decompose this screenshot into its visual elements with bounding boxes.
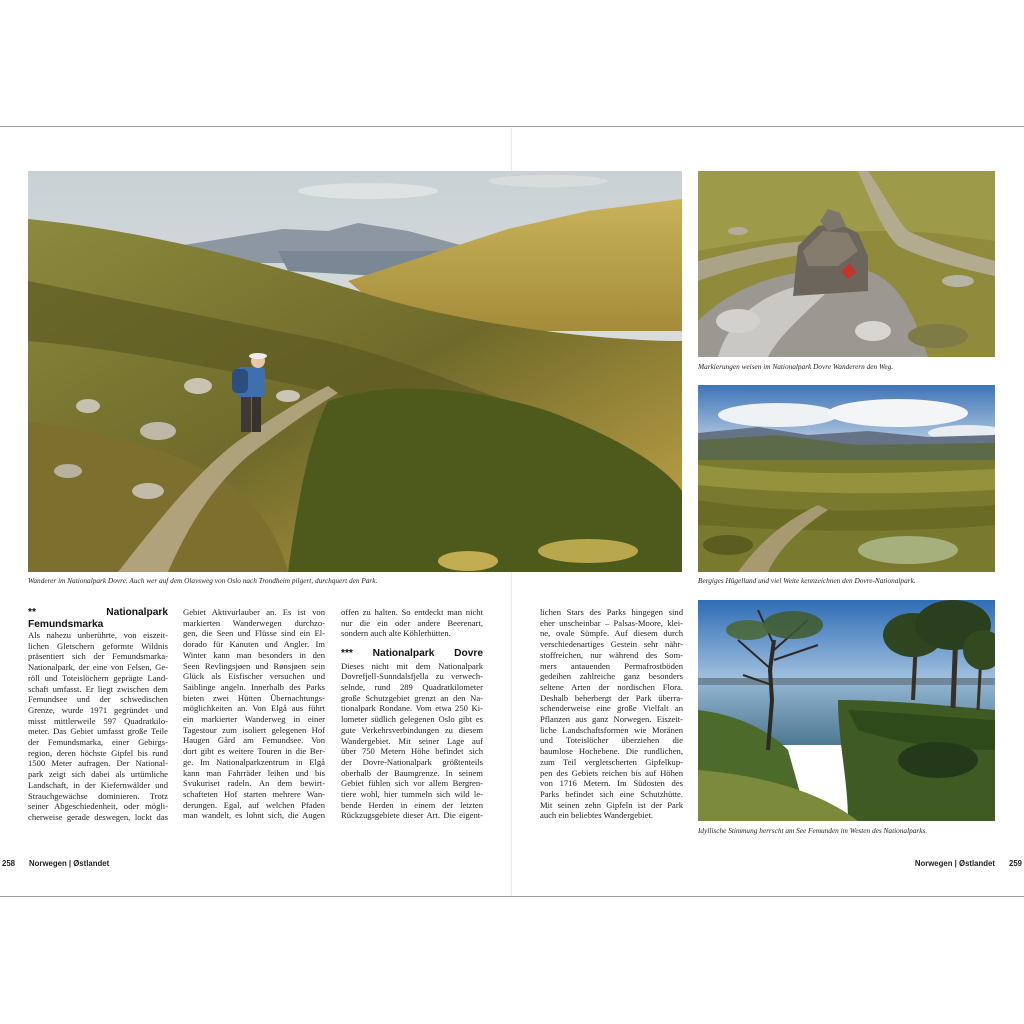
text-line: zum Teil vergletscherten Gipfelkup- bbox=[540, 756, 683, 767]
text-line: möglichkeiten an. Von Elgå aus führt bbox=[183, 703, 325, 714]
text-line: auch ein beliebtes Wandergebiet. bbox=[540, 810, 654, 821]
photo-lake-femunden bbox=[698, 600, 995, 821]
photo-cairn-trail-marker bbox=[698, 171, 995, 357]
text-line: Wandergebiet. Mit seiner Lage auf bbox=[341, 735, 483, 746]
top-rule bbox=[0, 126, 1024, 127]
paragraph-dovre-part2 bbox=[540, 607, 683, 821]
text-line: Gebiet Aktivurlauber an. Es ist von bbox=[183, 607, 325, 617]
paragraph-femundsmarka-part3 bbox=[341, 607, 483, 639]
text-line: der Dovre-Nationalpark größtenteils bbox=[341, 756, 483, 767]
text-line: Pflanzen aus ganz Norwegen. Eiszeit- bbox=[540, 714, 683, 725]
paragraph-femundsmarka-part1 bbox=[28, 630, 168, 823]
text-line: gen, die Seen und Flüsse sind ein El- bbox=[183, 628, 325, 639]
text-line: Gebiet fühlen sich vor allem Bergren- bbox=[341, 778, 483, 789]
running-footer-right: Norwegen | Østlandet bbox=[914, 859, 995, 868]
heading-dovre: *** Nationalpark Dovre bbox=[341, 648, 483, 660]
text-line: oberhalb der Baumgrenze. In seinem bbox=[341, 767, 483, 778]
text-line: dorado für Kanuten und Angler. Im bbox=[183, 639, 325, 650]
text-line: offen zu halten. So entdeckt man nicht bbox=[341, 607, 483, 617]
text-line: misst mittlerweile 597 Quadratkilo- bbox=[28, 715, 168, 726]
text-line: bieten zwei Hütten Übernachtungs- bbox=[183, 692, 325, 703]
text-line: lichen Gletschern geformte Wildnis bbox=[28, 640, 168, 651]
text-line: ne, ovale Sümpfe. Auf diesem durch bbox=[540, 628, 683, 639]
main-photo-caption: Wanderer im Nationalpark Dovre. Auch wer auf dem Olavsweg von Oslo nach Trondheim pilgert, durchquert den Park. bbox=[28, 576, 378, 585]
text-line: Rückzugsgebiete dieser Art. Die eigent- bbox=[341, 810, 483, 821]
text-line: lometer südlich gelegenen Oslo gibt es bbox=[341, 714, 483, 725]
text-line: Als nahezu unberührte, von eiszeit- bbox=[28, 630, 168, 640]
text-line: Haugen Gård am Femundsee. Von bbox=[183, 735, 325, 746]
text-line: 1500 Meter aufragen. Der National- bbox=[28, 758, 168, 769]
text-line: Glück als Eisfischer versuchen und bbox=[183, 671, 325, 682]
text-line: Saiblinge angeln. Innerhalb des Parks bbox=[183, 681, 325, 692]
text-line: region, deren höchste Gipfel bis rund bbox=[28, 747, 168, 758]
heading-femundsmarka: ** Nationalpark Femundsmarka bbox=[28, 607, 168, 630]
text-line: über 750 Metern Höhe befindet sich bbox=[341, 746, 483, 757]
text-line: Deshalb beherbergt der Park überra- bbox=[540, 692, 683, 703]
text-line: Femundsee und der schwedischen bbox=[28, 694, 168, 705]
text-line: Grenze, wurde 1971 gegründet und bbox=[28, 704, 168, 715]
text-line: Nationalpark, der eine von Felsen, Ge- bbox=[28, 662, 168, 673]
text-line: gedeihen zahlreiche ganz besonders bbox=[540, 671, 683, 682]
text-line: dort gibt es weitere Touren in die Ber- bbox=[183, 746, 325, 757]
text-line: ge. Im Nationalparkzentrum in Elgå bbox=[183, 756, 325, 767]
text-line: sondern auch alte Köhlerhütten. bbox=[341, 628, 451, 639]
text-line: und Toteislöcher überziehen die bbox=[540, 735, 683, 746]
text-line: derungen. Egal, auf welchen Pfaden bbox=[183, 799, 325, 810]
text-line: verschiedenartiges Gestein sehr nähr- bbox=[540, 639, 683, 650]
caption-cairn: Markierungen weisen im Nationalpark Dovre Wanderern den Weg. bbox=[698, 362, 894, 371]
running-footer-left: Norwegen | Østlandet bbox=[29, 859, 110, 868]
text-line: präsentiert sich der Femundsmarka- bbox=[28, 651, 168, 662]
text-line: markierten Wanderwegen durchzo- bbox=[183, 617, 325, 628]
footer-right bbox=[915, 859, 1022, 868]
text-line: mers antauenden Permafrostböden bbox=[540, 660, 683, 671]
text-line: baumlose Hochebene. Die rundlichen, bbox=[540, 746, 683, 757]
text-line: Mit seinen zehn Gipfeln ist der Park bbox=[540, 799, 683, 810]
text-line: eher unscheinbar – Palsas-Moore, klei- bbox=[540, 617, 683, 628]
text-line: große Schutzgebiet grenzt an den Na- bbox=[341, 692, 483, 703]
text-line: cherweise gerade deswegen, lockt das bbox=[28, 811, 168, 822]
text-line: tiere wohl, hier tummeln sich wild le- bbox=[341, 789, 483, 800]
text-line: Seen Revlingsjøen und Rønsjøen sein bbox=[183, 660, 325, 671]
text-line: Dovrefjell-Sunndalsfjella zu verwech- bbox=[341, 671, 483, 682]
text-line: schenderweise eine große Vielfalt an bbox=[540, 703, 683, 714]
page-number-left: 258 bbox=[2, 859, 16, 868]
text-column-1 bbox=[28, 607, 168, 823]
text-line: der Femundsmarka, einer Gebirgs- bbox=[28, 737, 168, 748]
text-line: von 1716 Metern. Im Südosten des bbox=[540, 778, 683, 789]
text-line: röll und Toteislöchern geprägte Land- bbox=[28, 672, 168, 683]
text-line: kann man Fahrräder leihen und bis bbox=[183, 767, 325, 778]
text-line: Dieses nicht mit dem Nationalpark bbox=[341, 660, 483, 671]
text-column-2 bbox=[183, 607, 325, 821]
text-line: Parks befindet sich eine Schutzhütte. bbox=[540, 788, 683, 799]
text-line: bende Herden in einem der letzten bbox=[341, 799, 483, 810]
text-line: ein markierter Wanderweg in einer bbox=[183, 714, 325, 725]
footer-left bbox=[0, 859, 109, 868]
bottom-rule bbox=[0, 896, 1024, 897]
text-column-4 bbox=[540, 607, 683, 821]
page-number-right: 259 bbox=[1008, 859, 1022, 868]
photo-hilly-landscape bbox=[698, 385, 995, 572]
caption-lake: Idyllische Stimmung herrscht am See Femunden im Westen des Nationalparks. bbox=[698, 826, 928, 835]
text-line: schafteten Hof starten mehrere Wan- bbox=[183, 788, 325, 799]
text-line: meter. Das Gebiet umfasst große Teile bbox=[28, 726, 168, 737]
text-line: tionalpark Rondane. Vom etwa 250 Ki- bbox=[341, 703, 483, 714]
main-photo-hiker bbox=[28, 171, 682, 572]
text-line: schaft umfasst. Er liegt zwischen dem bbox=[28, 683, 168, 694]
text-line: man wandelt, es lohnt sich, die Augen bbox=[183, 810, 325, 821]
text-line: stoffreichen, nur während des Som- bbox=[540, 649, 683, 660]
paragraph-femundsmarka-part2 bbox=[183, 607, 325, 821]
text-line: pen des Gebiets reichen bis auf Höhen bbox=[540, 767, 683, 778]
text-line: Winter kann man besonders in den bbox=[183, 649, 325, 660]
text-column-3 bbox=[341, 607, 483, 821]
text-line: Strauchgewächse dominieren. Trotz bbox=[28, 790, 168, 801]
text-line: Landschaft, in der Kiefernwälder und bbox=[28, 779, 168, 790]
text-line: park zeigt sich dabei als urtümliche bbox=[28, 769, 168, 780]
text-line: seltene Arten der nordischen Flora. bbox=[540, 681, 683, 692]
text-line: nur die ein oder andere Beerenart, bbox=[341, 617, 483, 628]
paragraph-dovre-part1 bbox=[341, 661, 483, 822]
text-line: seiner Abgeschiedenheit, oder mögli- bbox=[28, 801, 168, 812]
text-line: lichen Stars des Parks hingegen sind bbox=[540, 607, 683, 617]
caption-hills: Bergiges Hügelland und viel Weite kennzeichnen den Dovre-Nationalpark. bbox=[698, 576, 916, 585]
text-line: Tagestour zum isoliert gelegenen Hof bbox=[183, 724, 325, 735]
text-line: selnde, rund 289 Quadratkilometer bbox=[341, 682, 483, 693]
text-line: gute Verkehrsverbindungen zu diesem bbox=[341, 724, 483, 735]
text-line: liche Landschaftsformen wie Moränen bbox=[540, 724, 683, 735]
text-line: Svukuriset radeln. An dem bewirt- bbox=[183, 778, 325, 789]
